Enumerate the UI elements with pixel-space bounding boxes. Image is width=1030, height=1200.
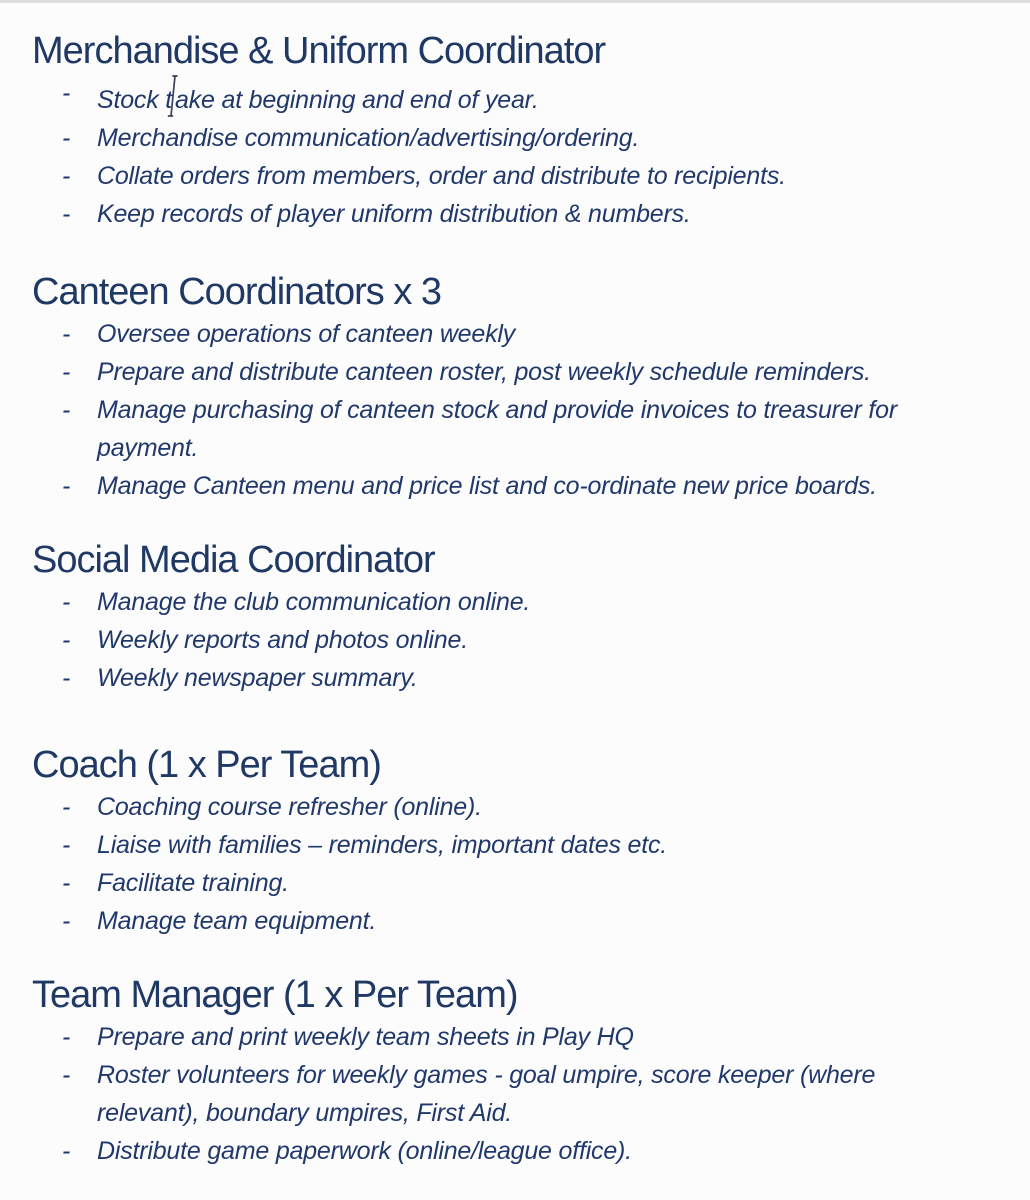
bullet-text: Weekly reports and photos online. — [97, 626, 468, 654]
text-cursor — [172, 74, 175, 118]
bullet-dash: - — [62, 1023, 71, 1051]
bullet-list — [32, 315, 1006, 505]
bullet-item[interactable] — [32, 621, 1006, 659]
bullet-text: Merchandise communication/advertising/ordering. — [97, 124, 640, 152]
bullet-text: Manage purchasing of canteen stock and provide invoices to treasurer for payment. — [97, 396, 897, 462]
bullet-dash: - — [62, 626, 71, 654]
bullet-text: Prepare and distribute canteen roster, post weekly schedule reminders. — [97, 358, 871, 386]
bullet-item[interactable] — [32, 195, 1006, 233]
section-canteen-coordinators — [32, 269, 1006, 505]
bullet-text: Facilitate training. — [97, 869, 289, 897]
section-title[interactable]: Merchandise & Uniform Coordinator — [32, 30, 606, 72]
section-title[interactable]: Coach (1 x Per Team) — [32, 744, 381, 786]
section-social-media-coordinator — [32, 537, 1006, 697]
bullet-text: Manage team equipment. — [97, 907, 377, 935]
bullet-dash: - — [62, 793, 71, 821]
bullet-item[interactable] — [32, 902, 1006, 940]
bullet-dash: - — [62, 664, 71, 692]
bullet-dash: - — [62, 200, 71, 228]
bullet-text: Liaise with families – reminders, important dates etc. — [97, 831, 667, 859]
bullet-dash: - — [62, 907, 71, 935]
bullet-item[interactable] — [32, 583, 1006, 621]
page-top-edge — [0, 0, 1030, 3]
bullet-text: Oversee operations of canteen weekly — [97, 320, 516, 348]
bullet-text: Manage the club communication online. — [97, 588, 531, 616]
bullet-item[interactable] — [32, 315, 1006, 353]
section-team-manager — [32, 972, 1006, 1170]
bullet-item[interactable] — [32, 391, 1006, 467]
bullet-dash: - — [62, 869, 71, 897]
bullet-dash: - — [62, 320, 71, 348]
bullet-text: Coaching course refresher (online). — [97, 793, 482, 821]
bullet-item[interactable] — [32, 826, 1006, 864]
bullet-text: Distribute game paperwork (online/league office). — [97, 1137, 632, 1165]
section-coach — [32, 742, 1006, 940]
bullet-text: Prepare and print weekly team sheets in Play HQ — [97, 1023, 634, 1051]
bullet-dash: - — [62, 1137, 71, 1165]
bullet-text: Manage Canteen menu and price list and co-ordinate new price boards. — [97, 472, 877, 500]
bullet-text: Weekly newspaper summary. — [97, 664, 418, 692]
bullet-text: Keep records of player uniform distribution & numbers. — [97, 200, 691, 228]
bullet-item[interactable] — [32, 864, 1006, 902]
bullet-list — [32, 788, 1006, 940]
section-title[interactable]: Team Manager (1 x Per Team) — [32, 974, 518, 1016]
bullet-list — [32, 74, 1006, 233]
bullet-list — [32, 1018, 1006, 1170]
bullet-item[interactable] — [32, 467, 1006, 505]
bullet-item[interactable] — [32, 1056, 1006, 1132]
bullet-item[interactable] — [32, 157, 1006, 195]
bullet-dash: - — [62, 831, 71, 859]
bullet-item[interactable] — [32, 353, 1006, 391]
bullet-dash: - — [62, 358, 71, 386]
bullet-item[interactable] — [32, 74, 1006, 119]
bullet-item[interactable] — [32, 788, 1006, 826]
bullet-dash: - — [62, 472, 71, 500]
section-title[interactable]: Canteen Coordinators x 3 — [32, 271, 442, 313]
bullet-item[interactable] — [32, 659, 1006, 697]
bullet-text: Stock t ake at beginning and end of year. — [97, 74, 539, 119]
bullet-dash: - — [62, 79, 71, 107]
bullet-text: Collate orders from members, order and distribute to recipients. — [97, 162, 786, 190]
document-page — [0, 3, 1030, 1170]
bullet-dash: - — [62, 588, 71, 616]
bullet-item[interactable] — [32, 119, 1006, 157]
section-title[interactable]: Social Media Coordinator — [32, 539, 435, 581]
bullet-dash: - — [62, 1061, 71, 1089]
bullet-dash: - — [62, 396, 71, 424]
section-merchandise-uniform-coordinator — [32, 28, 1006, 233]
bullet-dash: - — [62, 162, 71, 190]
bullet-item[interactable] — [32, 1132, 1006, 1170]
bullet-text: Roster volunteers for weekly games - goal umpire, score keeper (where relevant), boundary umpires, First Aid. — [97, 1061, 876, 1127]
bullet-list — [32, 583, 1006, 697]
bullet-dash: - — [62, 124, 71, 152]
bullet-item[interactable] — [32, 1018, 1006, 1056]
